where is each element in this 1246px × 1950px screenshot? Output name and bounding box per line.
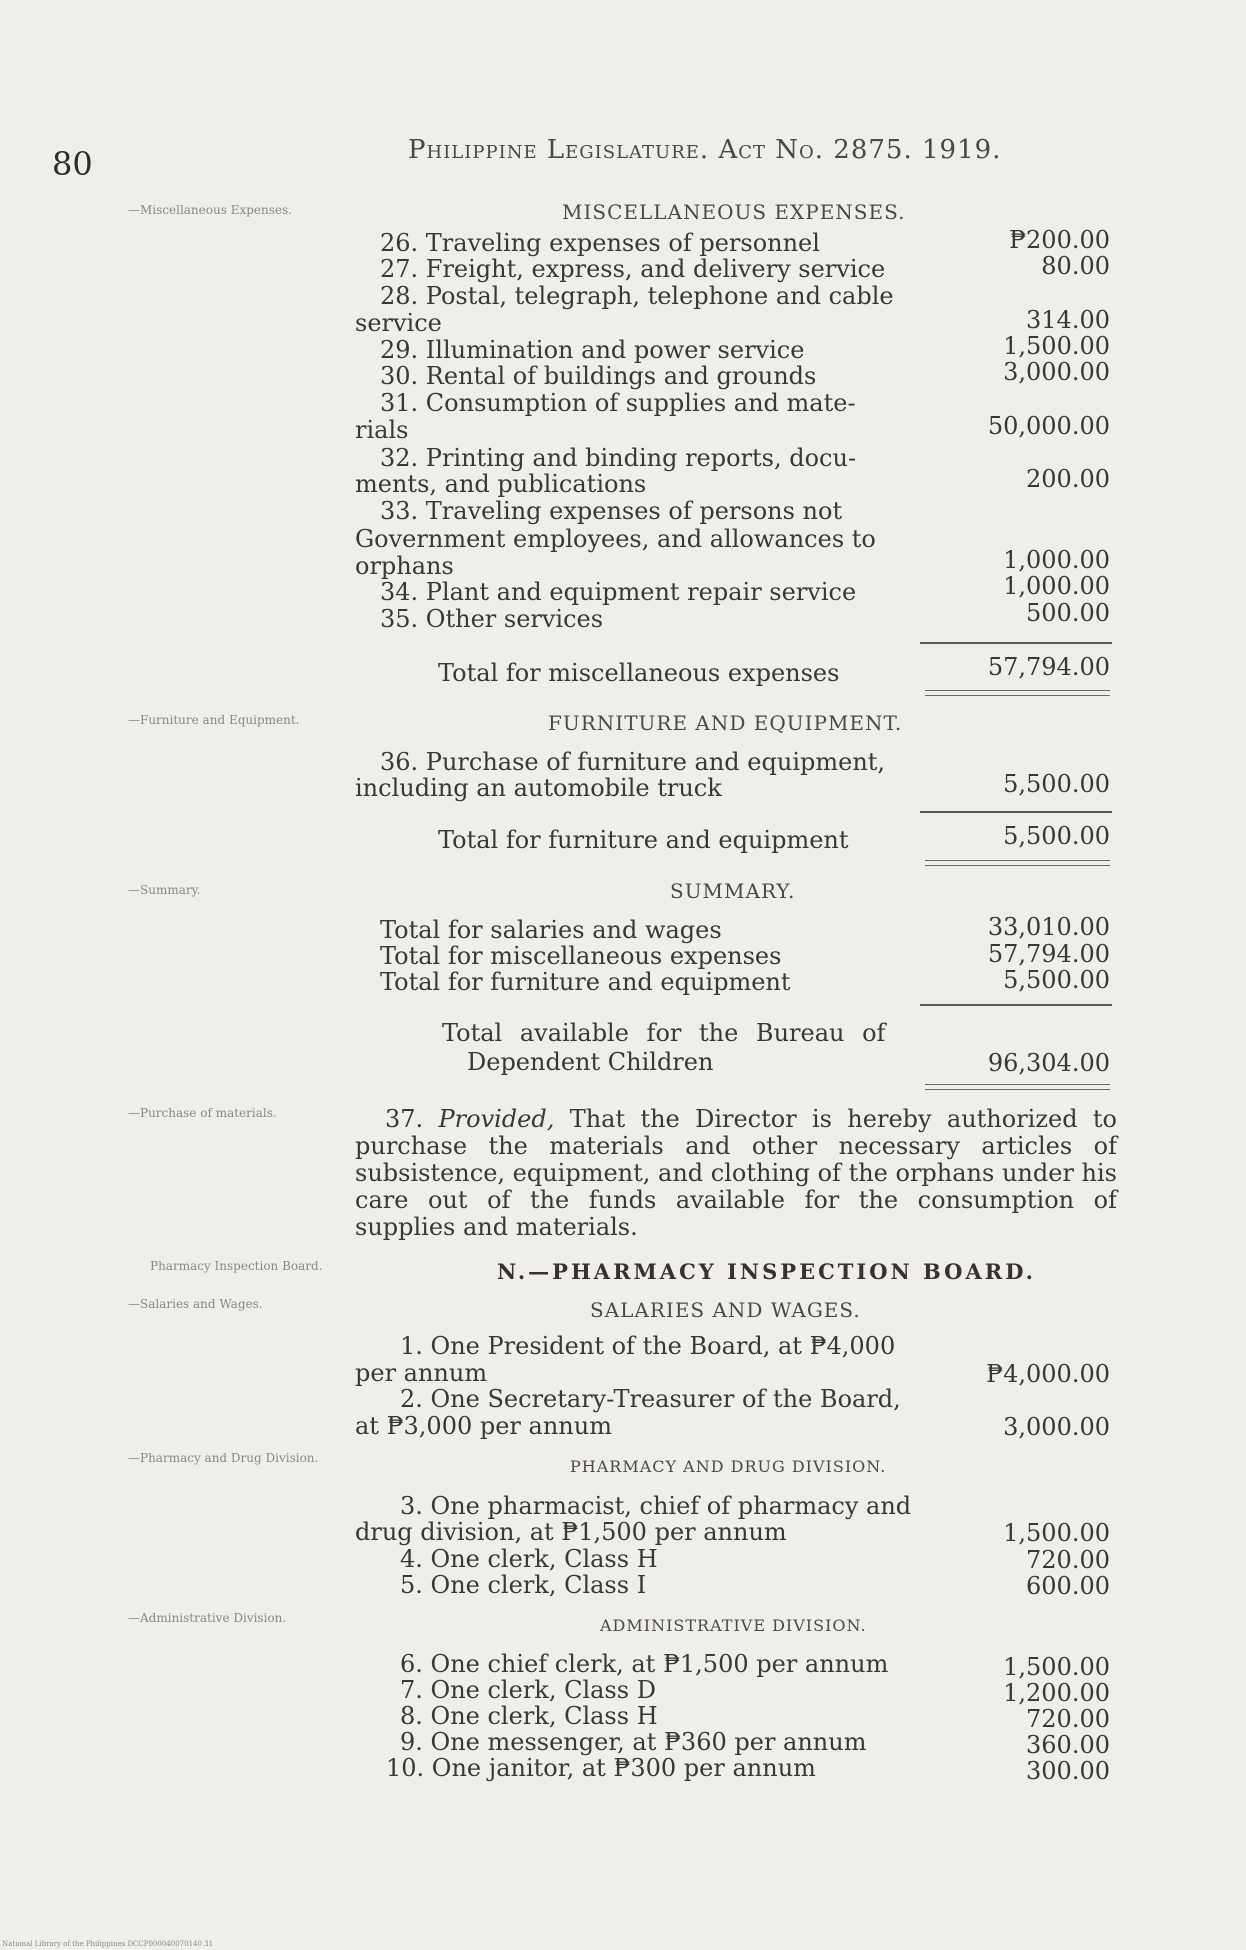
- margin-note-misc: —Miscellaneous Expenses.: [128, 203, 292, 217]
- summary-amount-misc: 57,794.00: [987, 940, 1110, 968]
- line-item-32-cont: ments, and publications: [355, 470, 647, 498]
- pharmacy-item-1: 1. One President of the Board, at ₱4,000: [400, 1332, 896, 1360]
- summary-line-salaries: Total for salaries and wages: [380, 916, 722, 944]
- margin-note-administrative: —Administrative Division.: [128, 1611, 287, 1625]
- pharmacy-amount-2: 3,000.00: [1003, 1413, 1110, 1441]
- scan-footer: National Library of the Philippines DCCP000040070140 31: [2, 1940, 214, 1948]
- pharmacy-item-4: 4. One clerk, Class H: [400, 1545, 658, 1573]
- amount-34: 1,000.00: [1003, 572, 1110, 600]
- summary-line-misc: Total for miscellaneous expenses: [380, 942, 782, 970]
- margin-note-pharmacy-drug: —Pharmacy and Drug Division.: [128, 1451, 319, 1465]
- margin-note-purchase: —Purchase of materials.: [128, 1106, 277, 1120]
- pharmacy-item-9: 9. One messenger, at ₱360 per annum: [400, 1728, 867, 1756]
- pharmacy-amount-8: 720.00: [1026, 1705, 1110, 1733]
- line-item-29: 29. Illumination and power service: [380, 336, 805, 364]
- line-item-33-cont: Government employees, and allowances to: [355, 525, 876, 553]
- furniture-total-label: Total for furniture and equipment: [438, 826, 849, 854]
- available-total-label-cont: Dependent Children: [467, 1048, 714, 1076]
- pharmacy-item-8: 8. One clerk, Class H: [400, 1702, 658, 1730]
- section-heading-pharmacy: N.—PHARMACY INSPECTION BOARD.: [497, 1259, 1036, 1284]
- proviso-paragraph: [355, 1106, 1117, 1241]
- line-item-36: 36. Purchase of furniture and equipment,: [380, 748, 886, 776]
- furniture-total-amount: 5,500.00: [1003, 822, 1110, 850]
- amount-30: 3,000.00: [1003, 358, 1110, 386]
- subtotal-rule: [920, 1004, 1112, 1006]
- line-item-36-cont: including an automobile truck: [355, 774, 722, 802]
- pharmacy-item-3: 3. One pharmacist, chief of pharmacy and: [400, 1492, 912, 1520]
- amount-35: 500.00: [1026, 599, 1110, 627]
- summary-amount-salaries: 33,010.00: [987, 913, 1110, 941]
- pharmacy-item-2-cont: at ₱3,000 per annum: [355, 1412, 612, 1440]
- section-heading-summary: SUMMARY.: [670, 879, 796, 903]
- line-item-30: 30. Rental of buildings and grounds: [380, 362, 817, 390]
- line-item-31: 31. Consumption of supplies and mate-: [380, 389, 856, 417]
- pharmacy-item-3-cont: drug division, at ₱1,500 per annum: [355, 1518, 787, 1546]
- margin-note-furniture: —Furniture and Equipment.: [128, 713, 300, 727]
- proviso-number: 37.: [385, 1105, 424, 1133]
- line-item-26: 26. Traveling expenses of personnel: [380, 229, 820, 257]
- margin-note-summary: —Summary.: [128, 883, 201, 897]
- pharmacy-amount-4: 720.00: [1026, 1546, 1110, 1574]
- page-number: 80: [52, 145, 93, 183]
- proviso-keyword: Provided,: [438, 1105, 555, 1133]
- available-total-amount: 96,304.00: [987, 1049, 1110, 1077]
- margin-note-salaries: —Salaries and Wages.: [128, 1297, 263, 1311]
- pharmacy-amount-10: 300.00: [1026, 1757, 1110, 1785]
- total-double-rule: [925, 1084, 1110, 1090]
- section-heading-misc: MISCELLANEOUS EXPENSES.: [562, 200, 906, 224]
- pharmacy-amount-5: 600.00: [1026, 1572, 1110, 1600]
- misc-total-amount: 57,794.00: [987, 653, 1110, 681]
- line-item-33-cont2: orphans: [355, 552, 454, 580]
- pharmacy-amount-9: 360.00: [1026, 1731, 1110, 1759]
- line-item-34: 34. Plant and equipment repair service: [380, 578, 857, 606]
- proviso-text: That the Director is hereby authorized to purchase the materials and other necessary articles of subsistence, equipment, and clothing of the orphans under his care out of the funds available for the consumption of supplies and materials.: [355, 1105, 1117, 1241]
- subtotal-rule: [920, 642, 1112, 644]
- pharmacy-amount-3: 1,500.00: [1003, 1519, 1110, 1547]
- section-heading-salaries: SALARIES AND WAGES.: [590, 1298, 861, 1322]
- line-item-31-cont: rials: [355, 416, 409, 444]
- pharmacy-amount-7: 1,200.00: [1003, 1679, 1110, 1707]
- amount-31: 50,000.00: [987, 412, 1110, 440]
- margin-note-pharmacy-board: Pharmacy Inspection Board.: [150, 1259, 323, 1273]
- pharmacy-item-5: 5. One clerk, Class I: [400, 1571, 647, 1599]
- amount-32: 200.00: [1026, 465, 1110, 493]
- pharmacy-amount-1: ₱4,000.00: [986, 1360, 1110, 1388]
- summary-line-furniture: Total for furniture and equipment: [380, 968, 791, 996]
- pharmacy-item-10: 10. One janitor, at ₱300 per annum: [386, 1754, 816, 1782]
- amount-29: 1,500.00: [1003, 332, 1110, 360]
- section-heading-drug: PHARMACY AND DRUG DIVISION.: [570, 1457, 887, 1476]
- amount-27: 80.00: [1041, 252, 1110, 280]
- pharmacy-item-7: 7. One clerk, Class D: [400, 1676, 656, 1704]
- amount-33: 1,000.00: [1003, 546, 1110, 574]
- section-heading-administrative: ADMINISTRATIVE DIVISION.: [600, 1616, 867, 1635]
- misc-total-label: Total for miscellaneous expenses: [438, 659, 840, 687]
- total-double-rule: [925, 860, 1110, 866]
- available-total-label: Total available for the Bureau of: [442, 1019, 886, 1047]
- line-item-28: 28. Postal, telegraph, telephone and cable: [380, 282, 894, 310]
- line-item-27: 27. Freight, express, and delivery service: [380, 255, 886, 283]
- line-item-32: 32. Printing and binding reports, docu-: [380, 444, 857, 472]
- amount-28: 314.00: [1026, 306, 1110, 334]
- subtotal-rule: [920, 811, 1112, 813]
- pharmacy-item-6: 6. One chief clerk, at ₱1,500 per annum: [400, 1650, 889, 1678]
- summary-amount-furniture: 5,500.00: [1003, 966, 1110, 994]
- running-head: Philippine Legislature. Act No. 2875. 1919.: [408, 135, 1002, 165]
- line-item-28-cont: service: [355, 309, 442, 337]
- line-item-35: 35. Other services: [380, 605, 604, 633]
- pharmacy-item-1-cont: per annum: [355, 1359, 488, 1387]
- section-heading-furniture: FURNITURE AND EQUIPMENT.: [548, 711, 903, 735]
- total-double-rule: [925, 690, 1110, 696]
- pharmacy-item-2: 2. One Secretary-Treasurer of the Board,: [400, 1385, 901, 1413]
- amount-26: ₱200.00: [1009, 226, 1110, 254]
- pharmacy-amount-6: 1,500.00: [1003, 1653, 1110, 1681]
- line-item-33: 33. Traveling expenses of persons not: [380, 497, 843, 525]
- amount-36: 5,500.00: [1003, 770, 1110, 798]
